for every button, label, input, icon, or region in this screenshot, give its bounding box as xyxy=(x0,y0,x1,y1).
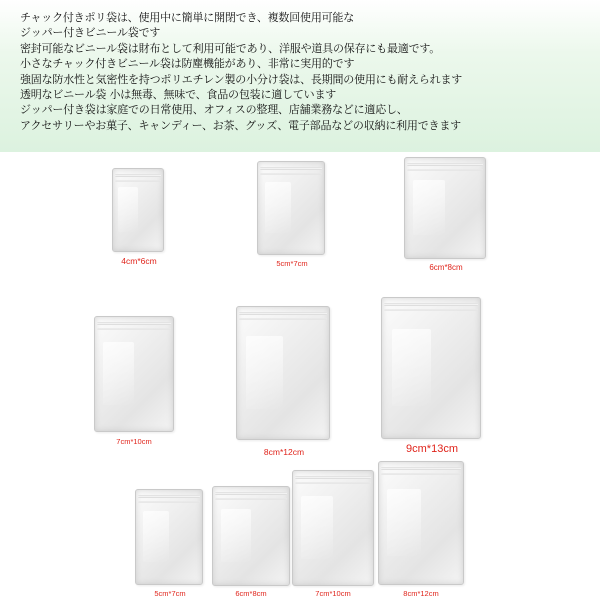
bag-image xyxy=(378,461,464,585)
size-label: 8cm*12cm xyxy=(263,447,305,457)
size-label: 5cm*7cm xyxy=(154,589,186,598)
bag-image xyxy=(94,316,174,432)
size-label: 9cm*13cm xyxy=(406,443,458,455)
description-line: チャック付きポリ袋は、使用中に簡単に開閉でき、複数回使用可能な xyxy=(20,11,355,24)
description-line: アクセサリーやお菓子、キャンディー、お茶、グッズ、電子部品などの収納に利用できます xyxy=(20,118,461,132)
description-line: ジッパー付き袋は家庭での日常使用、オフィスの整理、店舗業務などに適応し、 xyxy=(20,103,408,117)
description-line: 透明なビニール袋 小は無毒、無味で、食品の包装に適しています xyxy=(20,88,337,102)
size-label: 4cm*6cm xyxy=(121,256,157,266)
bag-image xyxy=(236,306,330,440)
size-label: 7cm*10cm xyxy=(116,437,152,446)
description-line: 小さなチャック付きビニール袋は防塵機能があり、非常に実用的です xyxy=(20,57,355,71)
size-label: 7cm*10cm xyxy=(315,589,351,598)
bag-image xyxy=(257,161,325,255)
size-label: 8cm*12cm xyxy=(403,589,439,598)
bag-image xyxy=(135,489,203,585)
description-line: 密封可能なビニール袋は財布として利用可能であり、洋服や道具の保存にも最適です。 xyxy=(20,41,441,55)
bag-image xyxy=(112,168,164,252)
size-label: 5cm*7cm xyxy=(276,259,308,268)
bag-image xyxy=(292,470,374,586)
bag-image xyxy=(212,486,290,586)
description-line: ジッパー付きビニール袋です xyxy=(20,26,161,40)
size-label: 6cm*8cm xyxy=(429,263,463,272)
bag-image xyxy=(381,297,481,439)
bag-image xyxy=(404,157,486,259)
size-label: 6cm*8cm xyxy=(235,589,267,598)
description-banner xyxy=(0,0,600,152)
description-line: 強固な防水性と気密性を持つポリエチレン製の小分け袋は、長期間の使用にも耐えられます xyxy=(20,72,463,86)
